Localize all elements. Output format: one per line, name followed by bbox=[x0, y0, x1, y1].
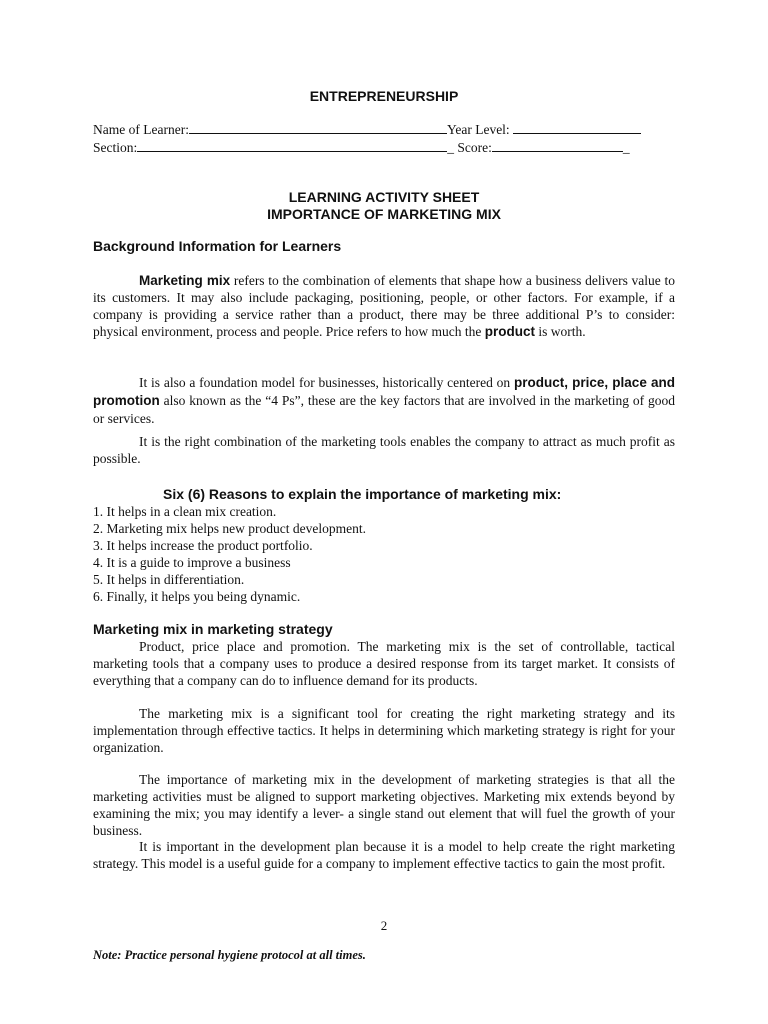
reasons-heading: Six (6) Reasons to explain the importance of marketing mix: bbox=[163, 486, 562, 502]
reasons-list bbox=[93, 503, 366, 605]
four-ps-terms: product, price, place and promotion bbox=[93, 375, 675, 408]
page-number: 2 bbox=[380, 918, 388, 933]
right-combination-paragraph: It is the right combination of the marketing tools enables the company to attract as much profit as possible. bbox=[93, 434, 675, 466]
list-item: 1. It helps in a clean mix creation. bbox=[93, 504, 277, 519]
foundation-text-a: It is also a foundation model for businesses, historically centered on bbox=[139, 375, 514, 390]
strategy-paragraph-2: The marketing mix is a significant tool for creating the right marketing strategy and its implementation through effective tactics. It helps in determining which marketing strategy is right for your organization. bbox=[93, 706, 675, 755]
list-item: 6. Finally, it helps you being dynamic. bbox=[93, 589, 301, 604]
section-label: Section: bbox=[93, 140, 138, 155]
year-level-blank[interactable] bbox=[513, 121, 641, 134]
foundation-model-paragraph bbox=[93, 374, 675, 428]
hygiene-note: Note: Practice personal hygiene protocol at all times. bbox=[93, 948, 366, 962]
document-title: ENTREPRENEURSHIP bbox=[309, 88, 459, 104]
sheet-title: LEARNING ACTIVITY SHEET bbox=[288, 189, 480, 205]
marketing-mix-term: Marketing mix bbox=[139, 273, 231, 288]
list-item: 5. It helps in differentiation. bbox=[93, 572, 245, 587]
strategy-paragraph-4: It is important in the development plan because it is a model to help create the right marketing strategy. This model is a useful guide for a company to implement effective tactics to gain the most profit. bbox=[93, 839, 675, 871]
list-item: 3. It helps increase the product portfolio. bbox=[93, 538, 313, 553]
foundation-text-b: also known as the “4 Ps”, these are the key factors that are involved in the marketing of good or services. bbox=[93, 393, 675, 426]
name-of-learner-label: Name of Learner: bbox=[93, 122, 189, 137]
definition-text-b: is worth. bbox=[535, 324, 586, 339]
score-blank[interactable] bbox=[492, 139, 623, 152]
name-of-learner-blank[interactable] bbox=[189, 121, 447, 134]
section-trail: _ bbox=[447, 140, 454, 155]
learner-info-row bbox=[93, 121, 641, 138]
product-term: product bbox=[484, 324, 536, 339]
list-item: 4. It is a guide to improve a business bbox=[93, 555, 291, 570]
score-trail: _ bbox=[622, 140, 630, 155]
definition-text-a: refers to the combination of elements that shape how a business delivers value to its customers. It may also include packaging, positioning, people, or other factors. For example, if a company is providing a service rather than a product, there may be three additional P’s to consider: physical environment, process and people. Price refers to how much the bbox=[93, 273, 675, 339]
strategy-heading: Marketing mix in marketing strategy bbox=[93, 621, 333, 637]
section-score-row bbox=[93, 139, 630, 156]
score-label: Score: bbox=[457, 140, 492, 155]
strategy-paragraph-3: The importance of marketing mix in the development of marketing strategies is that all the marketing activities must be aligned to support marketing objectives. Marketing mix extends beyond by examining the mix; you may identify a lever- a single stand out element that will fuel the growth of your business. bbox=[93, 772, 675, 838]
year-level-label: Year Level: bbox=[446, 122, 510, 137]
strategy-paragraph-1: Product, price place and promotion. The marketing mix is the set of controllable, tactical marketing tools that a company uses to produce a desired response from its target market. It consists of everything that a company can do to influence demand for its products. bbox=[93, 639, 675, 688]
background-heading: Background Information for Learners bbox=[93, 238, 342, 254]
list-item: 2. Marketing mix helps new product development. bbox=[93, 521, 366, 536]
sheet-subtitle: IMPORTANCE OF MARKETING MIX bbox=[267, 206, 501, 222]
marketing-mix-definition-paragraph bbox=[93, 272, 675, 340]
section-blank[interactable] bbox=[137, 139, 447, 152]
